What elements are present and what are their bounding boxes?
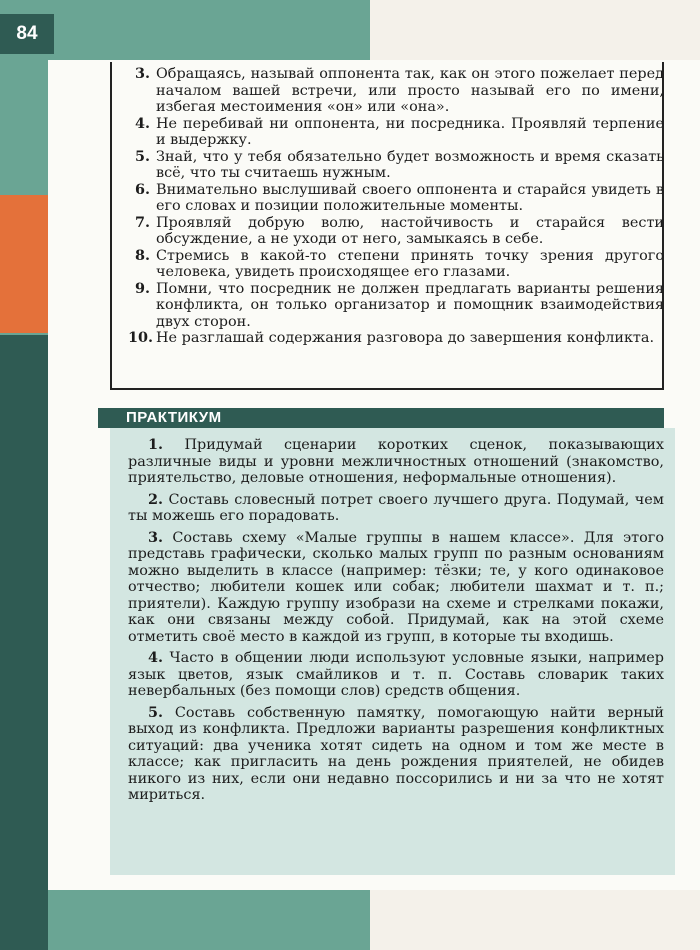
rule-item: 3. Обращаясь, называй оппонента так, как он этого пожелает перед началом вашей встречи, или просто называй его по имени, избегая местоимения «он» или «она».: [134, 65, 664, 115]
rule-item: 8. Стремись в какой-то степени принять точку зрения другого человека, увидеть происходящее его глазами.: [134, 246, 664, 280]
task-item: 2. Составь словесный потрет своего лучшего друга. Подумай, чем ты можешь его порадовать.: [128, 490, 664, 524]
practicum-tasks: [128, 437, 664, 809]
left-dark-band: [0, 335, 48, 950]
task-item: 1. Придумай сценарии коротких сценок, показывающих различные виды и уровни межличностных отношений (знакомство, приятельство, деловые отношения, неформальные отношения).: [128, 436, 664, 486]
rule-item: 7. Проявляй добрую волю, настойчивость и старайся вести обсуждение, а не уходи от него, замыкаясь в себе.: [134, 213, 664, 247]
task-item: 4. Часто в общении люди используют условные языки, например язык цветов, язык смайликов и т. п. Составь словарик таких невербальных (без помощи слов) средств общения.: [128, 649, 665, 699]
page-number: 84: [0, 14, 54, 54]
top-teal-band: [0, 0, 370, 62]
section-title: ПРАКТИКУМ: [126, 409, 222, 426]
orange-accent-block: [0, 195, 48, 333]
bottom-teal-band: [0, 888, 370, 950]
rule-item: 5. Знай, что у тебя обязательно будет возможность и время сказать всё, что ты считаешь нужным.: [134, 147, 664, 181]
task-item: 5. Составь собственную памятку, помогающую найти верный выход из конфликта. Предложи варианты разрешения конфликтных ситуаций: два ученика хотят сидеть на одном и том же месте в классе; как пригласить на день рождения приятелей, не обидев никого из них, если они недавно поссорились и ни за что не хотят мириться.: [128, 703, 664, 803]
rule-item: 10. Не разглашай содержания разговора до завершения конфликта.: [128, 329, 655, 346]
rules-list: [128, 66, 664, 347]
task-item: 3. Составь схему «Малые группы в нашем классе». Для этого представь графически, сколько малых групп по разным основаниям можно выделить в классе (например: тёзки; те, у кого одинаковое отчество; любители кошек или собак; любители шахмат и т. п.; приятели). Каждую группу изобрази на схеме и стрелками покажи, как они связаны между собой. Придумай, как на этой схеме отметить своё место в каждой из групп, в которые ты входишь.: [128, 528, 664, 645]
rule-item: 4. Не перебивай ни оппонента, ни посредника. Проявляй терпение и выдержку.: [134, 114, 664, 148]
rule-item: 6. Внимательно выслушивай своего оппонента и старайся увидеть в его словах и позиции положительные моменты.: [134, 180, 664, 214]
rule-item: 9. Помни, что посредник не должен предлагать варианты решения конфликта, он только организатор и помощник взаимодействия двух сторон.: [134, 279, 664, 330]
